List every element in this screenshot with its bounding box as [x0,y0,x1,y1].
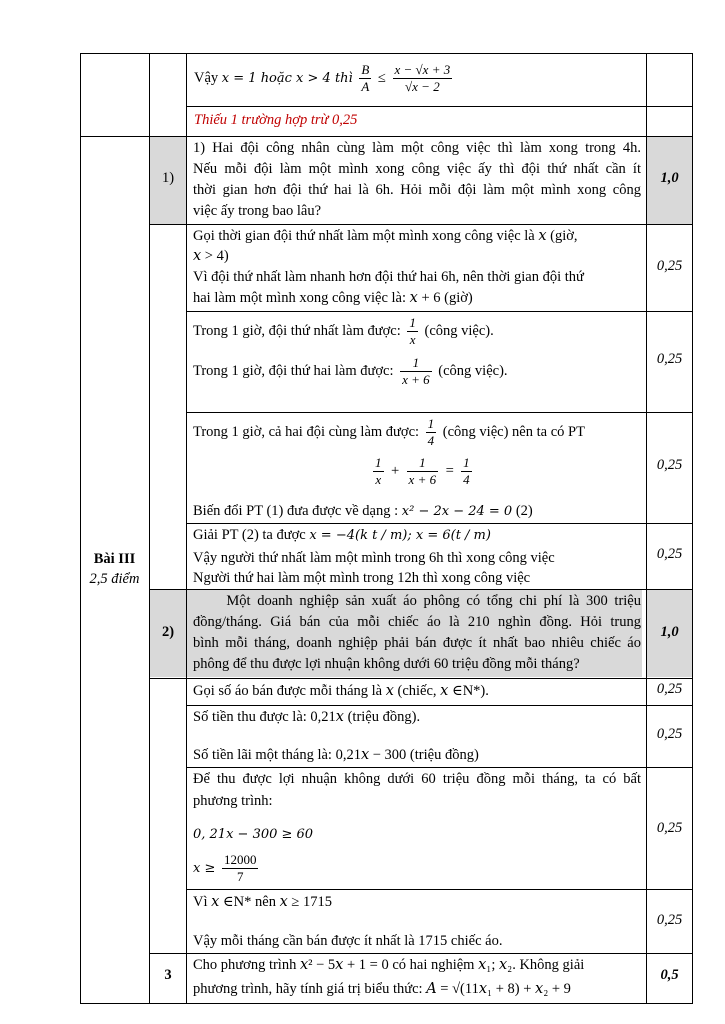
problem3-score: 0,5 [660,967,679,983]
p1-step1-line1: Gọi thời gian đội thứ nhất làm một mình xong công việc là 𝑥 (giờ, [193,228,578,244]
section-title: Bài III [93,551,136,567]
p1-step3-line1: Trong 1 giờ, cả hai đội cùng làm được: $\frac{1}{4}$ (công việc) nên ta có PT [193,416,585,448]
p1-step4-line2: Vậy người thứ nhất làm một mình trong 6h thì xong công việc [193,550,555,566]
p1-step4-line3: Người thứ hai làm một mình trong 12h thì xong công việc [193,570,531,586]
p2-step2-line2: Số tiền lãi một tháng là: 0,21𝑥 − 300 (triệu đồng) [193,747,479,763]
p1-step2-line2: Trong 1 giờ, đội thứ hai làm được: $\frac{1}{x + 6}$ (công việc). [193,355,508,387]
problem1-statement-1: 1) Hai đội công nhân cùng làm một công việc thì làm xong trong 4h. [193,140,641,156]
problem3-index: 3 [164,967,172,983]
p2-step4-line2: Vậy mỗi tháng cần bán được ít nhất là 1715 chiếc áo. [193,933,503,949]
p1-step2-score: 0,25 [656,351,683,367]
p1-step4-line1: Giải PT (2) ta được x = −4(k t / m); x = 6(t / m) [193,527,491,543]
problem2-score: 1,0 [660,624,679,640]
p1-step3-equation: $\frac{1}{x}$ + $\frac{1}{x + 6}$ = $\frac{1}{4}$ [375,455,470,487]
row0-rhs-fraction: $\frac{x - √x + 3}{√x - 2}$ [394,62,451,94]
problem1-statement-3: thời gian hơn đội thứ hai là 6h. Hỏi mỗi đội làm một mình xong công [193,182,641,198]
p2-step1-text: Gọi số áo bán được mỗi tháng là 𝑥 (chiếc, 𝑥 ∈N*). [193,683,489,699]
problem2-statement-4: phông để thu được lợi nhuận không dưới 60 triệu đồng mỗi tháng? [193,656,580,672]
problem2-statement-1: Một doanh nghiệp sản xuất áo phông có tổng chi phí là 300 triệu [193,593,641,609]
p1-step1-line4: hai làm một mình xong công việc là: 𝑥 + 6 (giờ) [193,290,473,306]
problem3-line2: phương trình, hãy tính giá trị biểu thức: 𝐴 = √(11𝑥₁ + 8) + 𝑥₂ + 9 [193,981,571,997]
p2-step3-line1: Để thu được lợi nhuận không dưới 60 triệu đồng mỗi tháng, ta có bất [193,771,641,787]
section-points: 2,5 điểm [89,571,140,587]
p2-step2-line1: Số tiền thu được là: 0,21𝑥 (triệu đồng). [193,709,421,725]
p2-step3-line2: phương trình: [193,793,273,809]
p2-step3-inequality: 0, 21x − 300 ≥ 60 [193,827,314,842]
p2-step4-line1: Vì 𝑥 ∈N* nên 𝑥 ≥ 1715 [193,894,332,910]
row0-lhs-fraction: $\frac{B}{A}$ [361,62,370,94]
p1-step1-line2: 𝑥 > 4) [193,248,229,264]
p2-step4-score: 0,25 [656,912,683,928]
p1-step4-score: 0,25 [656,546,683,562]
problem1-index: 1) [161,170,175,186]
problem1-statement-4: việc ấy trong bao lâu? [193,203,322,219]
problem2-index: 2) [161,624,175,640]
p1-step3-score: 0,25 [656,457,683,473]
p2-step3-result: x ≥ $\frac{12000}{7}$ [193,852,257,884]
p1-step3-transform: Biến đổi PT (1) đưa được về dạng : x² − 2x − 24 = 0 (2) [193,503,533,519]
p2-step3-score: 0,25 [656,820,683,836]
problem1-score: 1,0 [660,170,679,186]
problem2-statement-3: bình mỗi tháng, doanh nghiệp phải bán được ít nhất bao nhiêu chiếc áo [193,635,641,651]
p1-step1-line3: Vì đội thứ nhất làm nhanh hơn đội thứ hai 6h, nên thời gian đội thứ [193,269,584,285]
problem2-statement-2: đồng/tháng. Giá bán của mỗi chiếc áo là 210 nghìn đồng. Hỏi trung [193,614,641,630]
row0-conclusion: Vậy x = 1 hoặc x > 4 thì $\frac{B}{A}$ ≤ $\frac{x - √x + 3}{√x - 2}$ [194,62,451,94]
problem1-statement-2: Nếu mỗi đội làm một mình xong công việc ấy thì đội thứ nhất cần ít [193,161,641,177]
p2-step2-score: 0,25 [656,726,683,742]
problem3-line1: Cho phương trình 𝑥² − 5𝑥 + 1 = 0 có hai nghiệm 𝑥₁; 𝑥₂. Không giải [193,957,585,973]
p2-step1-score: 0,25 [656,681,683,697]
p1-step2-line1: Trong 1 giờ, đội thứ nhất làm được: $\frac{1}{x}$ (công việc). [193,315,494,347]
row0-note: Thiếu 1 trường hợp trừ 0,25 [194,112,358,128]
p1-step1-score: 0,25 [656,258,683,274]
